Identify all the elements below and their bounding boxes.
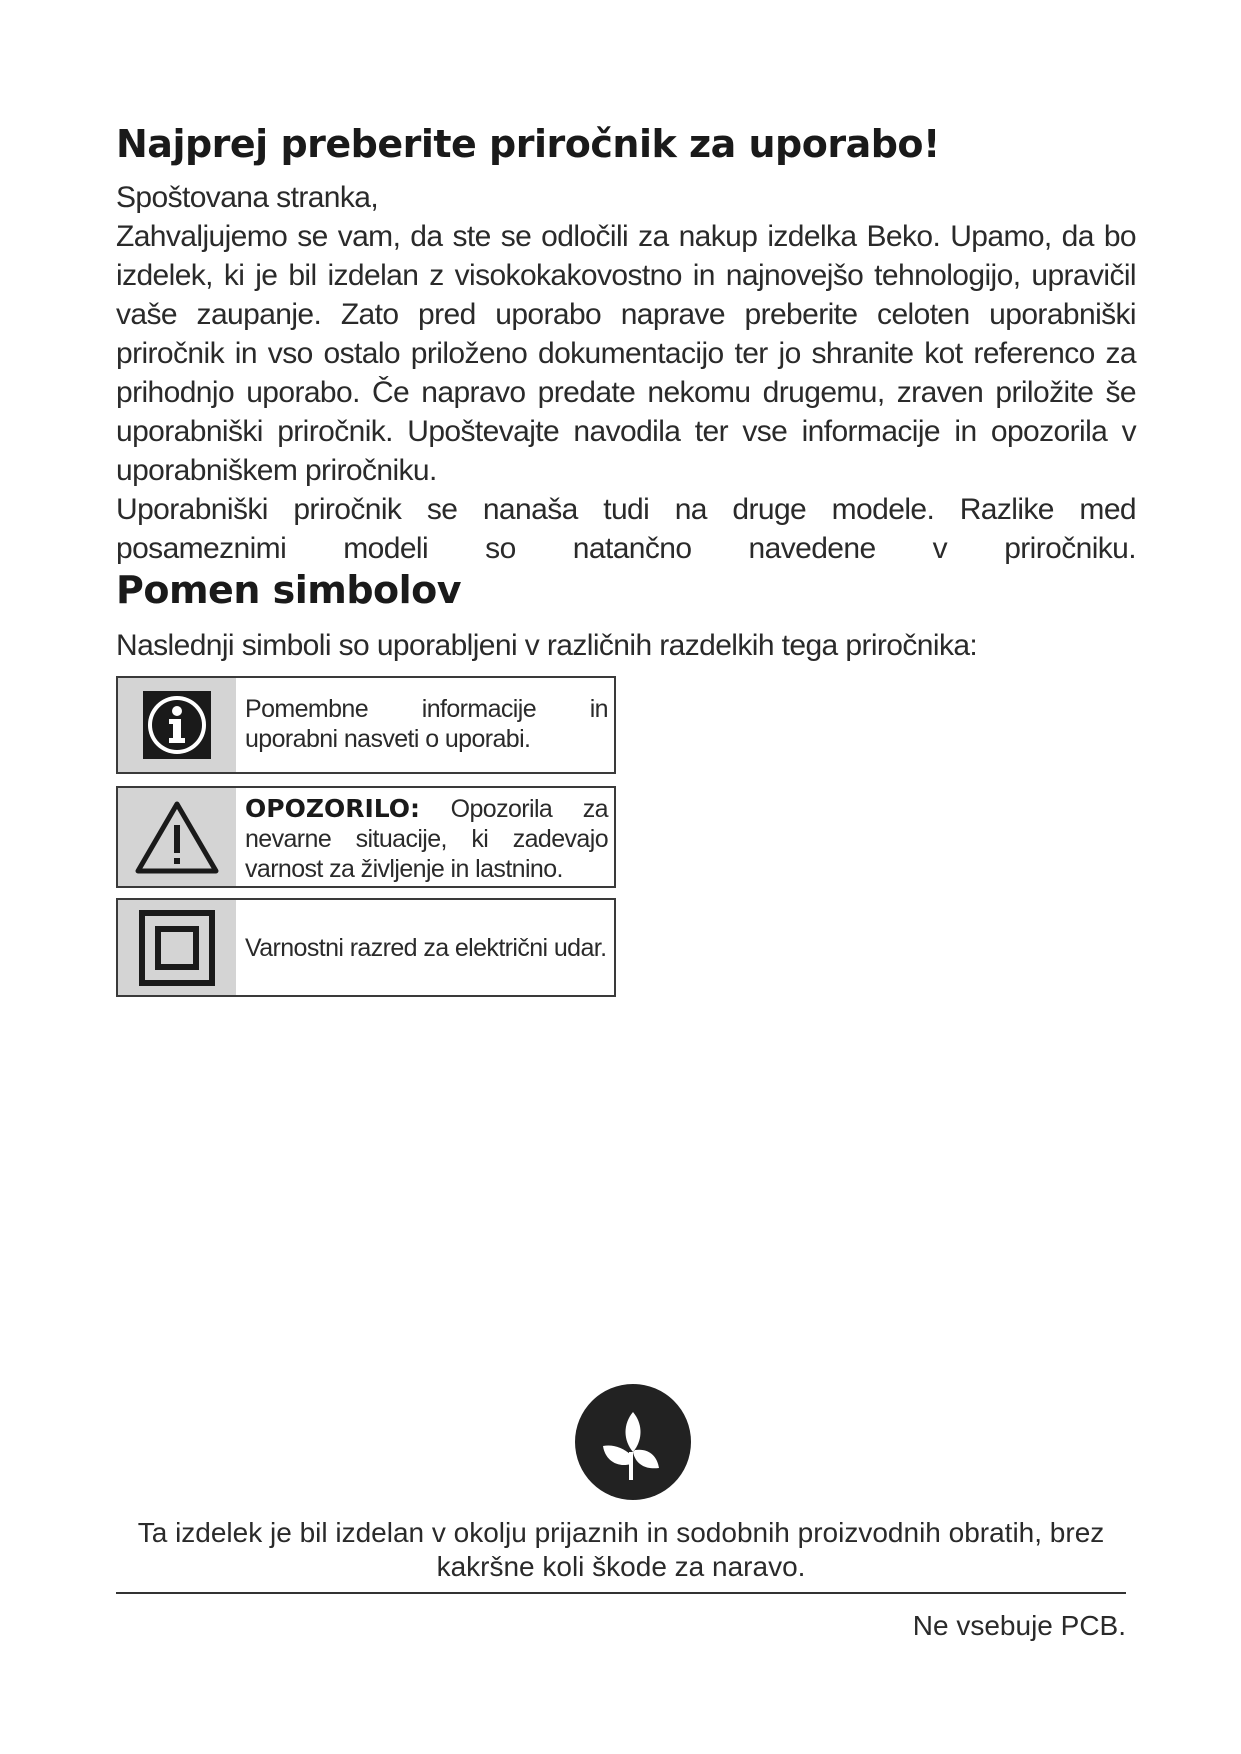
divider (116, 1592, 1126, 1594)
intro-paragraph-1: Zahvaljujemo se vam, da ste se odločili za nakup izdelka Beko. Upamo, da bo izdelek, ki je bil izdelan z visokokakovostno in najnovejšo tehnologijo, upravičil vaše zaupanje. Zato pred uporabo naprave preberite celoten uporabniški priročnik in vso ostalo priloženo dokumentacijo ter jo shranite kot referenco za prihodnjo uporabo. Če napravo predate nekomu drugemu, zraven priložite še uporabniški priročnik. Upoštevajte navodila ter vse informacije in opozorila v uporabniškem priročniku. (116, 220, 1136, 487)
info-icon (118, 678, 236, 772)
page-title: Najprej preberite priročnik za uporabo! (116, 122, 940, 166)
pcb-statement: Ne vsebuje PCB. (912, 1610, 1126, 1641)
intro-paragraph-2: Uporabniški priročnik se nanaša tudi na druge modele. Razlike med posameznimi modeli so natančno navedene v priročniku. (116, 493, 1136, 565)
symbol-row-warning (116, 786, 616, 888)
symbols-intro: Naslednji simboli so uporabljeni v različnih razdelkih tega priročnika: (116, 629, 978, 662)
symbols-heading: Pomen simbolov (116, 568, 462, 612)
info-description: Pomembne informacije in uporabni nasveti o uporabi. (245, 695, 608, 753)
symbol-row-class-ii (116, 898, 616, 997)
intro-section (116, 178, 1136, 568)
warning-text: Opozorila za nevarne situacije, ki zadevajo varnost za življenje in lastnino. (245, 795, 608, 883)
greeting: Spoštovana stranka, (116, 181, 379, 214)
warning-icon (118, 788, 236, 886)
class-ii-description: Varnostni razred za električni udar. (245, 933, 607, 962)
leaf-icon (573, 1382, 693, 1502)
eco-statement: Ta izdelek je bil izdelan v okolju prijaznih in sodobnih proizvodnih obratih, brez kakršne koli škode za naravo. (137, 1517, 1105, 1582)
double-square-icon (118, 900, 236, 995)
warning-label: OPOZORILO: (245, 794, 421, 823)
symbol-row-info (116, 676, 616, 774)
warning-description (236, 788, 614, 886)
